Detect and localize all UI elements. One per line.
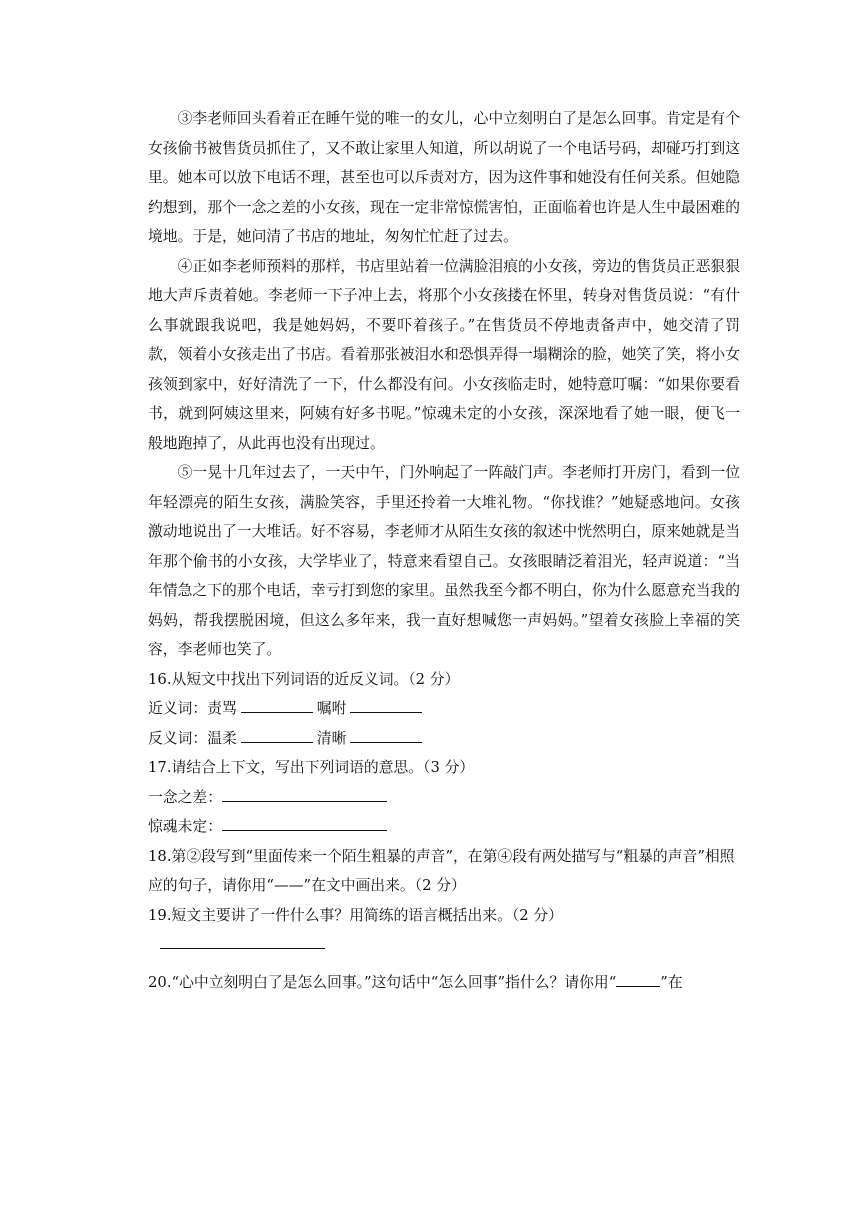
answer-blank[interactable] xyxy=(222,814,387,831)
term-label: 惊魂未定： xyxy=(148,818,222,835)
paragraph-4: ④正如李老师预料的那样，书店里站着一位满脸泪痕的小女孩，旁边的售货员正恶狠狠地大声斥责着她。李老师一下子冲上去，将那个小女孩搂在怀里，转身对售货员说：“有什么事就跟我说吧，我是她妈妈，不要吓着孩子。”在售货员不停地责备声中，她交清了罚款，领着小女孩走出了书店。看着那张被泪水和恐惧弄得一塌糊涂的脸，她笑了笑，将小女孩领到家中，好好清洗了一下，什么都没有问。小女孩临走时，她特意叮嘱：“如果你要看书，就到阿姨这里来，阿姨有好多书呢。”惊魂未定的小女孩，深深地看了她一眼，便飞一般地跑掉了，从此再也没有出现过。 xyxy=(148,257,740,452)
question-19-answer xyxy=(148,930,740,960)
antonym-label: 反义词：温柔 xyxy=(148,729,237,747)
answer-blank[interactable] xyxy=(160,932,325,949)
synonym-word-2: 嘱咐 xyxy=(316,700,347,717)
paragraph-3: ③李老师回头看着正在睡午觉的唯一的女儿，心中立刻明白了是怎么回事。肯定是有个女孩偷书被售货员抓住了，又不敢让家里人知道，所以胡说了一个电话号码，却碰巧打到这里。她本可以放下电话不理，甚至也可以斥责对方，因为这件事和她没有任何关系。但她隐约想到，那个一念之差的小女孩，现在一定非常惊慌害怕，正面临着也许是人生中最困难的境地。于是，她问清了书店的地址，匆匆忙忙赶了过去。 xyxy=(148,110,740,245)
answer-blank[interactable] xyxy=(350,726,422,743)
question-17-title: 17.请结合上下文，写出下列词语的意思。（3 分） xyxy=(148,759,475,776)
question-16-title: 16.从短文中找出下列词语的近反义词。（2 分） xyxy=(148,670,460,688)
question-16-synonyms xyxy=(148,694,740,724)
term-label: 一念之差： xyxy=(148,788,222,806)
answer-blank[interactable] xyxy=(350,696,422,713)
question-20 xyxy=(148,968,740,998)
paragraph-5: ⑤一晃十几年过去了，一天中午，门外响起了一阵敲门声。李老师打开房门，看到一位年轻漂亮的陌生女孩，满脸笑容，手里还拎着一大堆礼物。“你找谁？”她疑惑地问。女孩激动地说出了一大堆话。好不容易，李老师才从陌生女孩的叙述中恍然明白，原来她就是当年那个偷书的小女孩，大学毕业了，特意来看望自己。女孩眼睛泛着泪光，轻声说道：“当年情急之下的那个电话，幸亏打到您的家里。虽然我至今都不明白，你为什么愿意充当我的妈妈，帮我摆脱困境，但这么多年来，我一直好想喊您一声妈妈。”望着女孩脸上幸福的笑容，李老师也笑了。 xyxy=(148,464,740,658)
question-17-item-2 xyxy=(148,812,740,842)
answer-blank[interactable] xyxy=(241,726,313,743)
answer-blank[interactable] xyxy=(616,970,660,987)
answer-blank[interactable] xyxy=(222,785,387,802)
question-20-text: 20.“心中立刻明白了是怎么回事。”这句话中“怎么回事”指什么？请你用“ xyxy=(148,973,617,991)
answer-blank[interactable] xyxy=(241,696,313,713)
question-19-title: 19.短文主要讲了一件什么事？用简练的语言概括出来。（2 分） xyxy=(148,906,563,924)
synonym-label: 近义词：责骂 xyxy=(148,700,237,717)
question-18: 18.第②段写到“里面传来一个陌生粗暴的声音”，在第④段有两处描写与“粗暴的声音”相照应的句子，请你用“——”在文中画出来。（2 分） xyxy=(148,847,735,894)
question-16-antonyms xyxy=(148,724,740,754)
antonym-word-2: 清晰 xyxy=(316,729,347,747)
question-17-item-1 xyxy=(148,783,740,813)
question-20-text-end: ”在 xyxy=(660,973,683,991)
